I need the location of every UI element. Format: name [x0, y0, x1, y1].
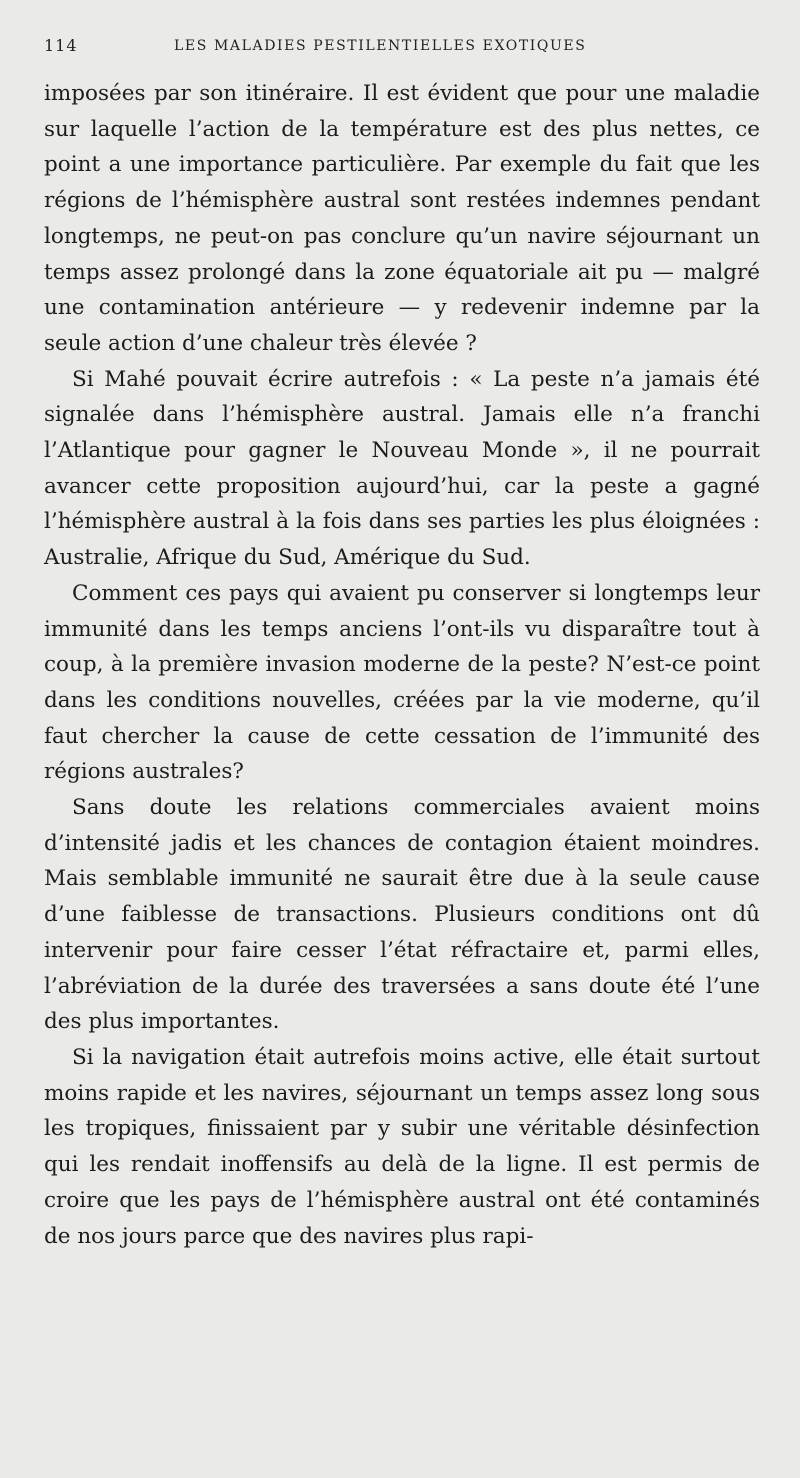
running-head: LES MALADIES PESTILENTIELLES EXOTIQUES — [174, 38, 587, 54]
paragraph-navigation: Si la navigation était autrefois moins active, elle était surtout moins rapide et les navires, séjournant un temps assez long sous les tropiques, finissaient par y subir une véritable désinfection qui les rendait inoffensifs au delà de la ligne. Il est permis de croire que les pays de l’hémisphère austral ont été contaminés de nos jours parce que des navires plus rapi- — [44, 1044, 760, 1249]
paragraph-immunity-question: Comment ces pays qui avaient pu conserver si longtemps leur immunité dans les temps anciens l’ont-ils vu disparaître tout à coup, à la première invasion moderne de la peste? N’est-ce point dans les conditions nouvelles, créées par la vie moderne, qu’il faut chercher la cause de cette cessation de l’immunité des régions australes? — [44, 580, 760, 785]
paragraph-mahe-quote: Si Mahé pouvait écrire autrefois : « La peste n’a jamais été signalée dans l’hémisphère austral. Jamais elle n’a franchi l’Atlantique pour gagner le Nouveau Monde », il ne pourrait avancer cette proposition aujourd’hui, car la peste a gagné l’hémisphère austral à la fois dans ses parties les plus éloignées : Australie, Afrique du Sud, Amérique du Sud. — [44, 366, 760, 571]
body-text — [44, 76, 760, 1254]
paragraph-commercial-relations: Sans doute les relations commerciales avaient moins d’intensité jadis et les chances de contagion étaient moindres. Mais semblable immunité ne saurait être due à la seule cause d’une faiblesse de transactions. Plusieurs conditions ont dû intervenir pour faire cesser l’état réfractaire et, parmi elles, l’abréviation de la durée des traversées a sans doute été l’une des plus importantes. — [44, 795, 760, 1035]
page-header — [44, 36, 760, 60]
paragraph-continuation: imposées par son itinéraire. Il est évident que pour une maladie sur laquelle l’action de la température est des plus nettes, ce point a une importance particulière. Par exemple du fait que les régions de l’hémisphère austral sont restées indemnes pendant longtemps, ne peut-on pas conclure qu’un navire séjournant un temps assez prolongé dans la zone équatoriale ait pu — malgré une contamination antérieure — y redevenir indemne par la seule action d’une chaleur très élevée ? — [44, 81, 760, 356]
page-number: 114 — [44, 36, 78, 55]
